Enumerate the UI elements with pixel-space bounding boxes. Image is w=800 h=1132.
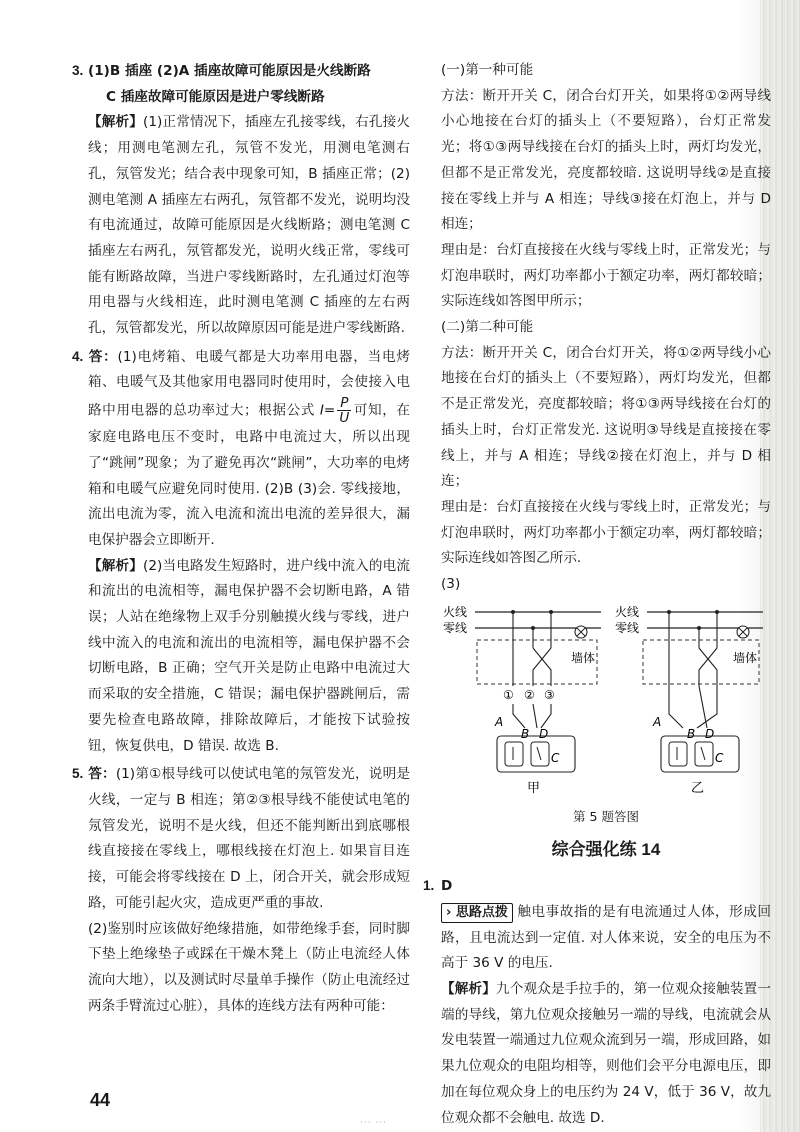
q1-answer-value: D — [441, 878, 453, 895]
possibility1-reason: 理由是：台灯直接接在火线与零线上时，正常发光；与灯泡串联时，两灯功率都小于额定功率，两灯都较暗；实际连线如答图甲所示； — [441, 241, 771, 310]
yi-live-label: 火线 — [615, 604, 640, 619]
q3-analysis — [88, 110, 410, 341]
yi-term-b: B — [687, 726, 696, 741]
q1-analysis-label: 【解析】 — [441, 980, 497, 997]
yi-term-a: A — [653, 714, 662, 729]
q4-part1: (1)电烤箱、电暖气都是大功率用电器，当电烤箱、电暖气及其他家用电器同时使用时，会使接入电路中用电器的总功率过大；根据公式 — [88, 348, 410, 419]
chevron-right-icon: › — [446, 904, 452, 920]
q1-number: 1. — [423, 878, 435, 894]
q1-answer — [423, 873, 771, 900]
q5-number: 5. — [72, 766, 84, 782]
q5-answer — [72, 761, 410, 916]
q4-part3: (3)会. 零线接地，流出电流为零，流入电流和流出电流的差异很大，漏电保护器会立即断开. — [88, 480, 410, 548]
jia-live-label: 火线 — [443, 604, 468, 619]
q4-formula-num: P — [337, 396, 351, 411]
q4-formula-fraction — [337, 396, 351, 425]
possibility1-method: 方法：断开开关 C，闭合台灯开关，如果将①②两导线小心地接在台灯的插头上（不要短路），台灯正常发光；将①③两导线接在台灯的插头上时，两灯均发光，但都不是正常发光，亮度都较暗. 这说明导线②是直接接在零线上并与 A 相连；导线③接在灯泡上，并与 D 相连； — [441, 87, 771, 233]
q4-answer — [72, 344, 411, 554]
q4-formula-den: U — [339, 410, 350, 427]
jia-wire-3: ③ — [544, 687, 555, 702]
wiring-diagram — [441, 602, 771, 802]
diagram-yi — [615, 604, 763, 796]
q5-answer-label: 答： — [88, 766, 116, 783]
q3-analysis-text: (1)正常情况下，插座左孔接零线，右孔接火线；用测电笔测左孔，氖管不发光，用测电笔测右孔，氖管发光；结合表中现象可知，B 插座正常；(2)测电笔测 A 插座左右两孔，氖管都不发光，说明均没有电流通过，故障可能原因是火线断路；测电笔测 C 插座左右两孔，氖管都发光，说明火线正常，零线可能有断路故障，当进户零线断路时，左孔通过灯泡等用电器与火线相连，此时测电笔测 C 插座的左右两孔，氖管都发光，所以故障原因可能是进户零线断路. — [88, 114, 410, 337]
footer-mark: ··· ··· — [360, 1118, 388, 1128]
q4-analysis-text: (2)当电路发生短路时，进户线中流入的电流和流出的电流相等，漏电保护器不会切断电路，A 错误；人站在绝缘物上双手分别触摸火线与零线，进户线中流入的电流和流出的电流相等，漏电保护器不会切断电路，B 正确；空气开关是防止电路中电流过大而采取的安全措施，C 错误；漏电保护器跳闸后，需要先检查电路故障，排除故障后，才能按下试验按钮，恢复供电，D 错误. 故选 B. — [88, 557, 410, 754]
possibility2-method: 方法：断开开关 C，闭合台灯开关，将①②两导线小心地接在台灯的插头上（不要短路），两灯均发光，但都不是正常发光，亮度都较暗；将①③两导线接在台灯的插头上时，台灯正常发光. 这说明③导线是直接接在零线上，并与 A 相连；导线②接在灯泡上，并与 D 相连； — [441, 344, 771, 490]
wiring-figure — [441, 602, 771, 802]
q3-line2: C 插座故障可能原因是进户零线断路 — [106, 88, 325, 105]
possibility1-title: (一)第一种可能 — [441, 62, 534, 78]
page-number: 44 — [90, 1090, 111, 1110]
q5-part2: (2)鉴别时应该做好绝缘措施，如带绝缘手套，同时脚下垫上绝缘垫子或踩在干燥木凳上（防止电流经人体流向大地），以及测试时尽量单手操作（防止电流经过两条手臂流过心脏），具体的连线方法有两种可能： — [88, 920, 410, 1014]
jia-wall-label: 墙体 — [571, 650, 596, 665]
left-column — [72, 58, 411, 1019]
jia-neutral-label: 零线 — [443, 620, 468, 635]
q3-analysis-label: 【解析】 — [88, 114, 144, 131]
jia-wire-2: ② — [524, 687, 535, 702]
diagram-jia — [443, 604, 601, 796]
jia-wire-1: ① — [503, 687, 514, 702]
q3-line1: (1)B 插座 (2)A 插座故障可能原因是火线断路 — [88, 63, 371, 79]
tip-badge — [441, 903, 513, 923]
yi-sub-label: 乙 — [691, 780, 705, 796]
jia-term-b: B — [521, 726, 530, 741]
q4-formula-lhs: I= — [319, 402, 336, 419]
jia-socket-plate — [497, 736, 575, 772]
q3-answer-line2 — [88, 85, 410, 111]
section-title: 综合强化练 14 — [551, 840, 661, 860]
q5-part2-para — [88, 917, 410, 1020]
tip-label: 思路点拨 — [455, 904, 508, 920]
q1-tip-text: 触电事故指的是有电流通过人体，形成回路，且电流达到一定值. 对人体来说，安全的电压为不高于 36 V 的电压. — [441, 903, 771, 972]
part3-label: (3) — [441, 576, 461, 593]
q3-number: 3. — [72, 63, 84, 78]
possibility2-reason: 理由是：台灯直接接在火线与零线上时，正常发光；与灯泡串联时，两灯功率都小于额定功率，两灯都较暗；实际连线如答图乙所示. — [441, 498, 771, 567]
q4-answer-label: 答： — [88, 348, 118, 365]
yi-term-d: D — [705, 726, 715, 741]
jia-sub-label: 甲 — [527, 780, 541, 796]
q4-analysis-label: 【解析】 — [88, 557, 144, 574]
q5-part1: (1)第①根导线可以使试电笔的氖管发光，说明是火线，一定与 B 相连；第②③根导线不能使试电笔的氖管发光，说明不是火线，但还不能判断出到底哪根线直接接在零线上，哪根线接在灯泡上. 如果盲目连接，可能会将零线接在 D 上，闭合开关，就会形成短路，可能引起火灾，造成更严重的事故. — [88, 766, 410, 911]
yi-neutral-label: 零线 — [615, 620, 640, 635]
jia-term-a: A — [495, 714, 504, 729]
q4-part1b: 可知，在家庭电路电压不变时，电路中电流过大，所以出现了“跳闸”现象；为了避免再次“跳闸”，大功率的电烤箱和电暖气应避免同时使用. — [88, 402, 411, 497]
q4-number: 4. — [72, 348, 84, 364]
right-column — [423, 58, 772, 1131]
jia-term-c: C — [551, 750, 560, 765]
q1-analysis — [441, 977, 771, 1131]
q1-tip — [441, 900, 771, 977]
q3-answer-line1 — [72, 58, 410, 85]
yi-wall-label: 墙体 — [733, 650, 758, 665]
figure-caption: 第 5 题答图 — [573, 808, 639, 824]
possibility2-title: (二)第二种可能 — [441, 319, 534, 336]
q4-analysis — [88, 554, 410, 760]
yi-term-c: C — [715, 750, 724, 765]
q1-analysis-text: 九个观众是手拉手的，第一位观众接触装置一端的导线，第九位观众接触另一端的导线，电流就会从发电装置一端通过九位观众流到另一端，形成回路，如果九位观众的电阻均相等，则他们会平分电源电压，即加在每位观众身上的电压约为 24 V，低于 36 V，故九位观众都不会触电. 故选 D. — [441, 980, 772, 1126]
q4-part2: (2)B — [264, 480, 294, 497]
jia-term-d: D — [539, 726, 549, 741]
